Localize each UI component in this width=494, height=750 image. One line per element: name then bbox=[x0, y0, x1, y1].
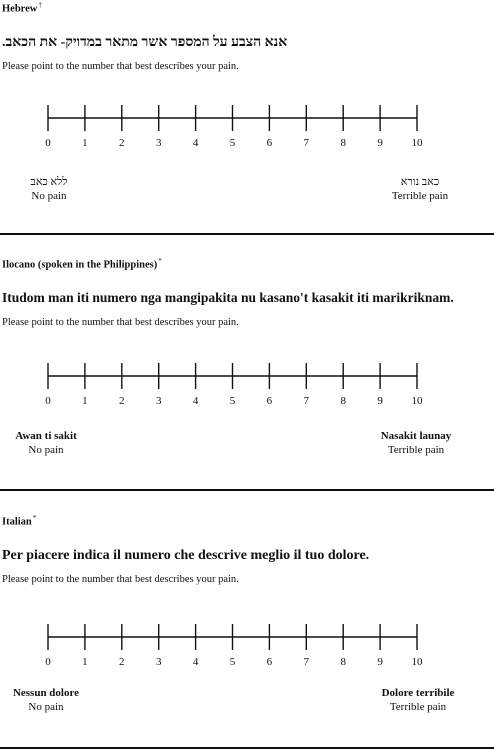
scale-number[interactable]: 3 bbox=[155, 656, 162, 668]
scale-number[interactable]: 8 bbox=[340, 137, 346, 149]
left-anchor-english: No pain bbox=[28, 444, 64, 456]
left-anchor-native: Nessun dolore bbox=[12, 687, 80, 699]
english-instruction: Please point to the number that best describes your pain. bbox=[2, 317, 239, 328]
scale-number[interactable]: 6 bbox=[266, 395, 273, 407]
scale-number[interactable]: 4 bbox=[192, 137, 199, 149]
scale-number[interactable]: 9 bbox=[377, 656, 383, 668]
scale-number[interactable]: 2 bbox=[119, 395, 125, 407]
pain-question: אנא הצבע על המספר אשר מתאר במדויק- את הכאב. bbox=[2, 35, 288, 50]
scale-number[interactable]: 6 bbox=[266, 656, 273, 668]
right-anchor-native: Dolore terribile bbox=[381, 687, 455, 699]
scale-number[interactable]: 10 bbox=[411, 395, 423, 407]
right-anchor-native: כאב נורא bbox=[400, 176, 440, 188]
scale-number[interactable]: 6 bbox=[266, 137, 273, 149]
section-divider bbox=[0, 489, 494, 491]
left-anchor-english: No pain bbox=[28, 701, 64, 713]
scale-number[interactable]: 9 bbox=[377, 137, 383, 149]
scale-number[interactable]: 0 bbox=[45, 395, 51, 407]
right-anchor-native: Nasakit launay bbox=[380, 430, 452, 442]
right-anchor-english: Terrible pain bbox=[387, 444, 445, 456]
scale-number[interactable]: 9 bbox=[377, 395, 383, 407]
left-anchor bbox=[4, 687, 88, 713]
scale-number[interactable]: 5 bbox=[229, 137, 236, 149]
english-instruction: Please point to the number that best describes your pain. bbox=[2, 574, 239, 585]
left-anchor-native: ללא כאב bbox=[30, 176, 68, 188]
language-heading: Ilocano (spoken in the Philippines)* bbox=[2, 257, 162, 271]
scale-number[interactable]: 7 bbox=[303, 656, 310, 668]
scale-number[interactable]: 7 bbox=[303, 395, 310, 407]
section-divider bbox=[0, 747, 494, 749]
scale-number[interactable]: 4 bbox=[192, 395, 199, 407]
italian-section bbox=[0, 492, 494, 750]
scale-number[interactable]: 3 bbox=[155, 395, 162, 407]
scale-number[interactable]: 1 bbox=[82, 137, 88, 149]
scale-number[interactable]: 3 bbox=[155, 137, 162, 149]
scale-number[interactable]: 10 bbox=[411, 656, 423, 668]
scale-number[interactable]: 2 bbox=[119, 137, 125, 149]
hebrew-section bbox=[0, 0, 494, 234]
scale-number[interactable]: 8 bbox=[340, 656, 346, 668]
scale-number[interactable]: 8 bbox=[340, 395, 346, 407]
scale-number[interactable]: 1 bbox=[82, 656, 88, 668]
english-instruction: Please point to the number that best describes your pain. bbox=[2, 61, 239, 72]
scale-number[interactable]: 0 bbox=[45, 137, 51, 149]
right-anchor-english: Terrible pain bbox=[391, 190, 449, 202]
left-anchor bbox=[6, 430, 86, 456]
scale-number[interactable]: 2 bbox=[119, 656, 125, 668]
language-heading: Italian* bbox=[2, 514, 37, 528]
scale-number[interactable]: 5 bbox=[229, 395, 236, 407]
pain-question: Per piacere indica il numero che descrive meglio il tuo dolore. bbox=[2, 548, 370, 563]
pain-question: Itudom man iti numero nga mangipakita nu kasano't kasakit iti marikriknam. bbox=[2, 290, 454, 305]
right-anchor bbox=[380, 176, 460, 202]
section-divider bbox=[0, 233, 494, 235]
scale-number[interactable]: 0 bbox=[45, 656, 51, 668]
scale-number[interactable]: 4 bbox=[192, 656, 199, 668]
left-anchor bbox=[14, 176, 84, 202]
scale-number[interactable]: 7 bbox=[303, 137, 310, 149]
language-heading: Hebrew† bbox=[2, 1, 42, 15]
left-anchor-native: Awan ti sakit bbox=[15, 430, 77, 442]
scale-number[interactable]: 1 bbox=[82, 395, 88, 407]
left-anchor-english: No pain bbox=[31, 190, 67, 202]
right-anchor bbox=[374, 430, 458, 456]
right-anchor-english: Terrible pain bbox=[389, 701, 447, 713]
scale-number[interactable]: 10 bbox=[411, 137, 423, 149]
ilocano-section bbox=[0, 236, 494, 490]
scale-number[interactable]: 5 bbox=[229, 656, 236, 668]
right-anchor bbox=[372, 687, 464, 713]
